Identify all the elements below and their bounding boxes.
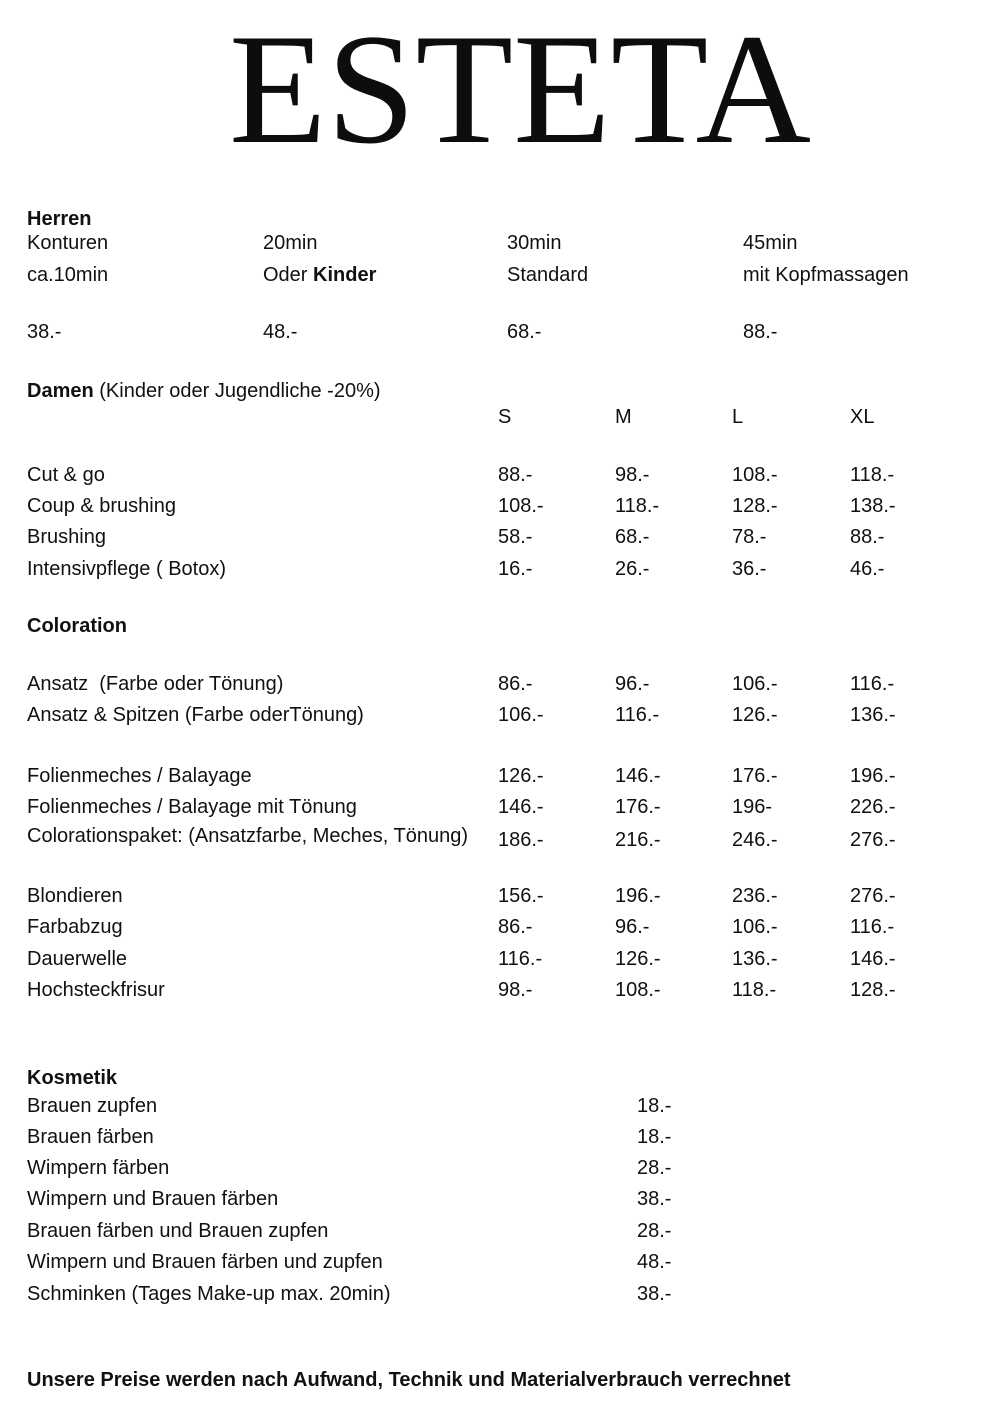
herren-col1-line2: ca.10min [27,264,109,286]
logo-text: ESTETA [229,32,811,162]
price-list-page: ESTETA Herren Konturen 20min 30min 45min ca.10min Oder Kinder Standard mit Kopfmassagen 38.- 48.- 68.- 88.- Damen (Kinder oder Jugendliche -20%) S M L XL Cut & go 88.- 98.- 108.- 118.- Coup & brushing 108.- 118.- 128.- 138.- Brushing 58.- 68.- 78.- 88.- Intensivpflege ( Botox) 16.- 26.- 36.- 46.- Coloration Ansatz (Farbe oder Tönung) 86.- 96.- 106.- 116.- Ansatz & Spitzen (Farbe oderTönung) 106.- 116.- 126.- 136.- Folienmeches / Balayage 126.- 146.- 176.- 196.- Folienmeches / Balayage mit Tönung 146.- 176.- 196- 226.- Colorationspaket: (Ansatzfarbe, Meches, Tönung) 186.- 216.- 246.- 276.- Blondieren 156.- 196.- 236.- 276.- Farbabzug 86.- 96.- 106.- 116.- Dauerwelle 116.- 126.- 136.- 146.- Hochsteckfrisur 98.- 108.- 118.- 128.- Kosmetik Brauen zupfen 18.- Brauen färben 18.- Wimpern färben 28.- Wimpern und Brauen färben 38.- Brauen färben und Brauen zupfen 28.- Wimpern und Brauen färben und zupfen 48.- Schminken (Tages Make-up max. 20min) 38.- Unsere Preise werden nach Aufwand, Technik und Materialverbrauch verrechnet [0,0,983,1412]
section-title-coloration: Coloration [27,615,127,637]
kinder-label: Kinder [313,264,377,286]
herren-price-4: 88.- [743,321,778,343]
section-title-kosmetik: Kosmetik [27,1067,118,1089]
herren-col2-line1: 20min [263,232,318,254]
herren-col3-line1: 30min [507,232,562,254]
herren-price-3: 68.- [507,321,542,343]
logo [229,32,813,162]
size-header-m: M [615,406,632,428]
section-title-damen: Damen (Kinder oder Jugendliche -20%) [27,380,381,402]
herren-col3-line2: Standard [507,264,589,286]
size-header-s: S [498,406,512,428]
size-header-xl: XL [850,406,875,428]
herren-price-2: 48.- [263,321,298,343]
herren-col1-line1: Konturen [27,232,109,254]
size-header-l: L [732,406,744,428]
damen-subtitle: (Kinder oder Jugendliche -20%) [93,380,381,402]
herren-col4-line1: 45min [743,232,798,254]
footer-note: Unsere Preise werden nach Aufwand, Technik und Materialverbrauch verrechnet [27,1369,791,1391]
section-title-herren: Herren [27,208,92,230]
herren-col4-line2: mit Kopfmassagen [743,264,909,286]
herren-col2-line2: Oder Kinder [263,264,377,286]
herren-price-1: 38.- [27,321,62,343]
